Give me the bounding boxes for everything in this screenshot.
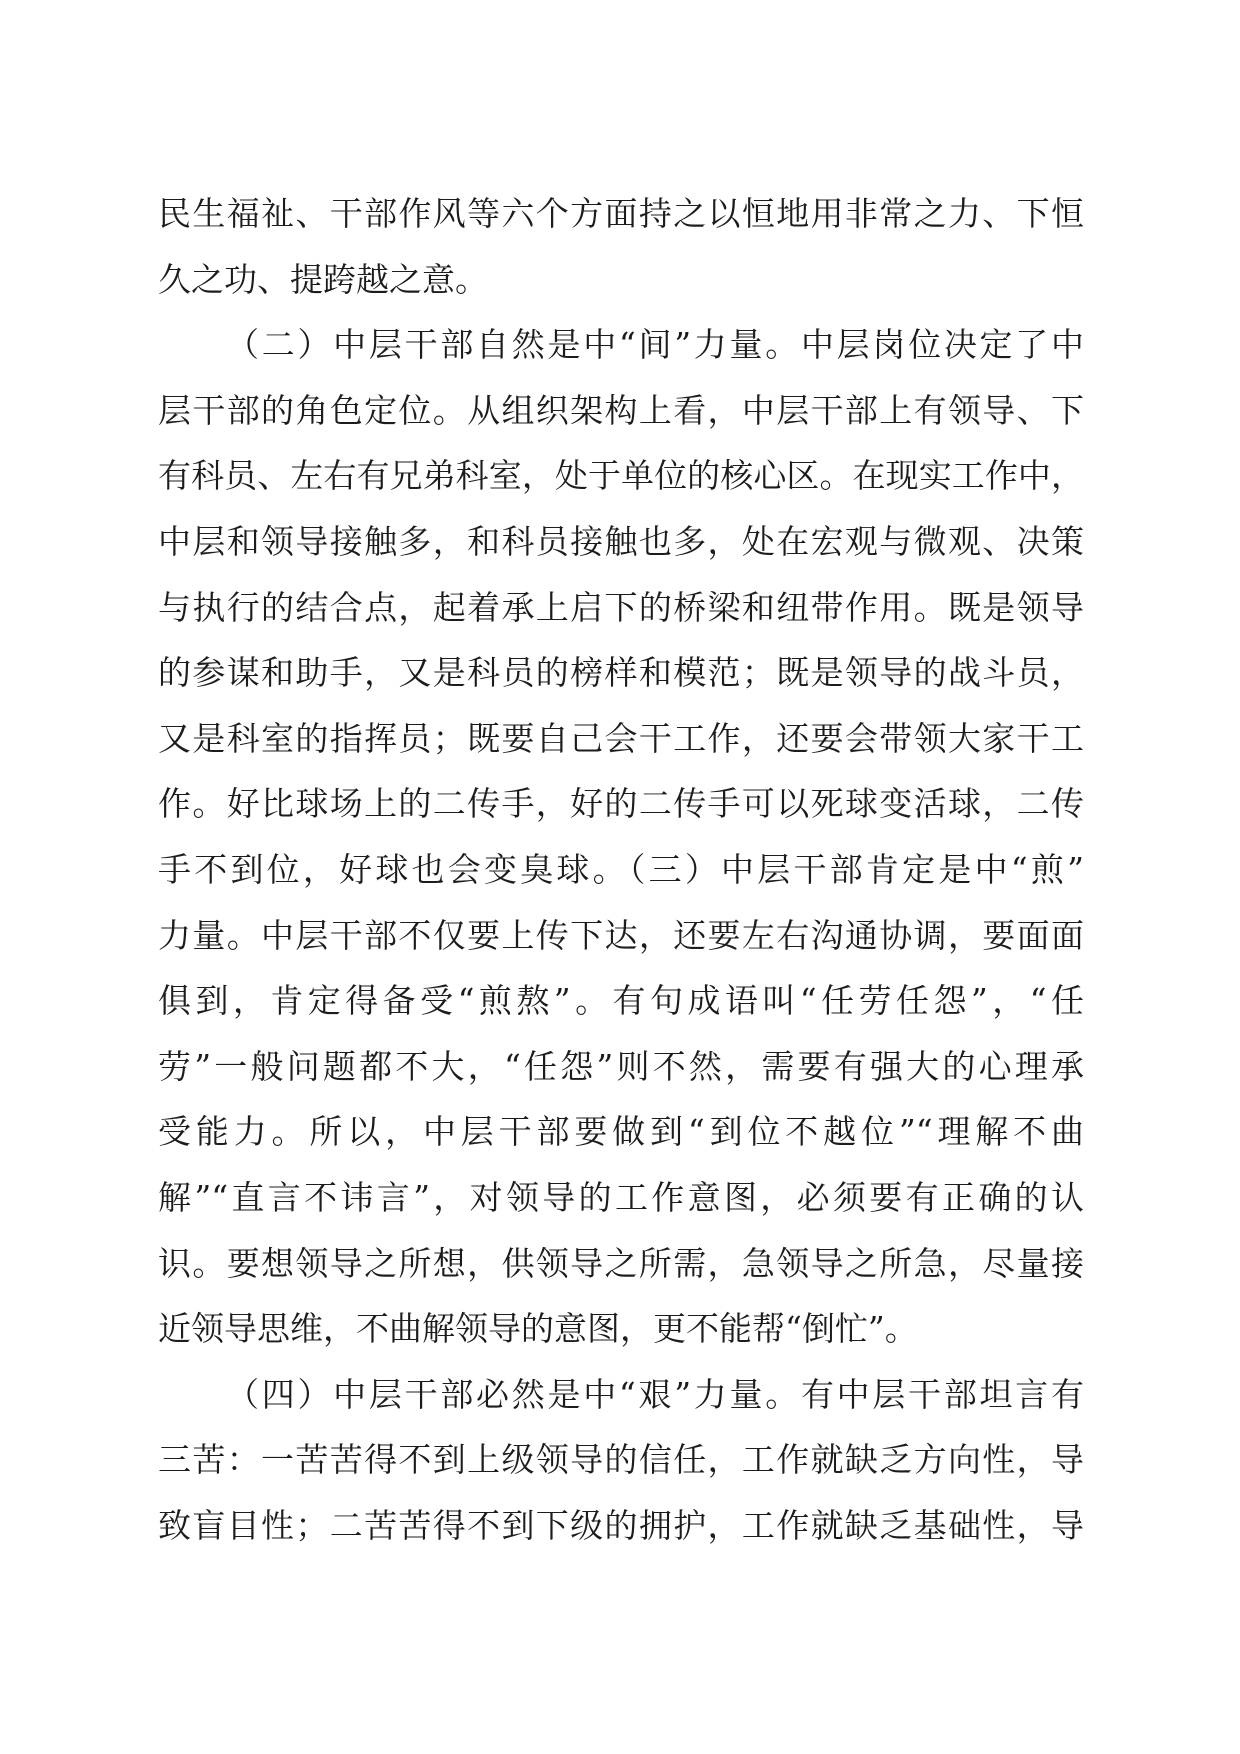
text-line: 层干部的角色定位。从组织架构上看，中层干部上有领导、下 — [158, 390, 1084, 430]
paragraph-continuation — [158, 181, 1084, 312]
text-line: 致盲目性；二苦苦得不到下级的拥护，工作就缺乏基础性，导 — [158, 1505, 1084, 1545]
text-line: （四）中层干部必然是中“艰”力量。有中层干部坦言有 — [226, 1374, 1084, 1414]
text-line: 又是科室的指挥员；既要自己会干工作，还要会带领大家干工 — [158, 718, 1084, 758]
text-line: 久之功、提跨越之意。 — [158, 259, 488, 299]
text-line: 近领导思维，不曲解领导的意图，更不能帮“倒忙”。 — [158, 1309, 918, 1349]
text-line: 三苦：一苦苦得不到上级领导的信任，工作就缺乏方向性，导 — [158, 1440, 1084, 1480]
text-line: 劳”一般问题都不大，“任怨”则不然，需要有强大的心理承 — [158, 1046, 1084, 1086]
body-text — [158, 181, 1084, 1558]
paragraph-section-4 — [158, 1362, 1084, 1559]
text-line: 的参谋和助手，又是科员的榜样和模范；既是领导的战斗员， — [158, 653, 1084, 693]
text-line: 识。要想领导之所想，供领导之所需，急领导之所急，尽量接 — [158, 1243, 1084, 1283]
text-line: 解”“直言不讳言”，对领导的工作意图，必须要有正确的认 — [158, 1177, 1084, 1217]
text-line: 有科员、左右有兄弟科室，处于单位的核心区。在现实工作中， — [158, 456, 1084, 496]
text-line: 作。好比球场上的二传手，好的二传手可以死球变活球，二传 — [158, 784, 1084, 824]
paragraph-section-2 — [158, 312, 1084, 1362]
text-line: 中层和领导接触多，和科员接触也多，处在宏观与微观、决策 — [158, 521, 1084, 561]
text-line: 与执行的结合点，起着承上启下的桥梁和纽带作用。既是领导 — [158, 587, 1084, 627]
text-line: 民生福祉、干部作风等六个方面持之以恒地用非常之力、下恒 — [158, 194, 1084, 233]
text-line: 手不到位，好球也会变臭球。（三）中层干部肯定是中“煎” — [158, 849, 1084, 889]
text-line: 受能力。所以，中层干部要做到“到位不越位”“理解不曲 — [158, 1112, 1084, 1152]
text-line: （二）中层干部自然是中“间”力量。中层岗位决定了中 — [226, 325, 1084, 365]
text-line: 力量。中层干部不仅要上传下达，还要左右沟通协调，要面面 — [158, 915, 1084, 955]
text-line: 俱到，肯定得备受“煎熬”。有句成语叫“任劳任怨”，“任 — [158, 981, 1084, 1021]
